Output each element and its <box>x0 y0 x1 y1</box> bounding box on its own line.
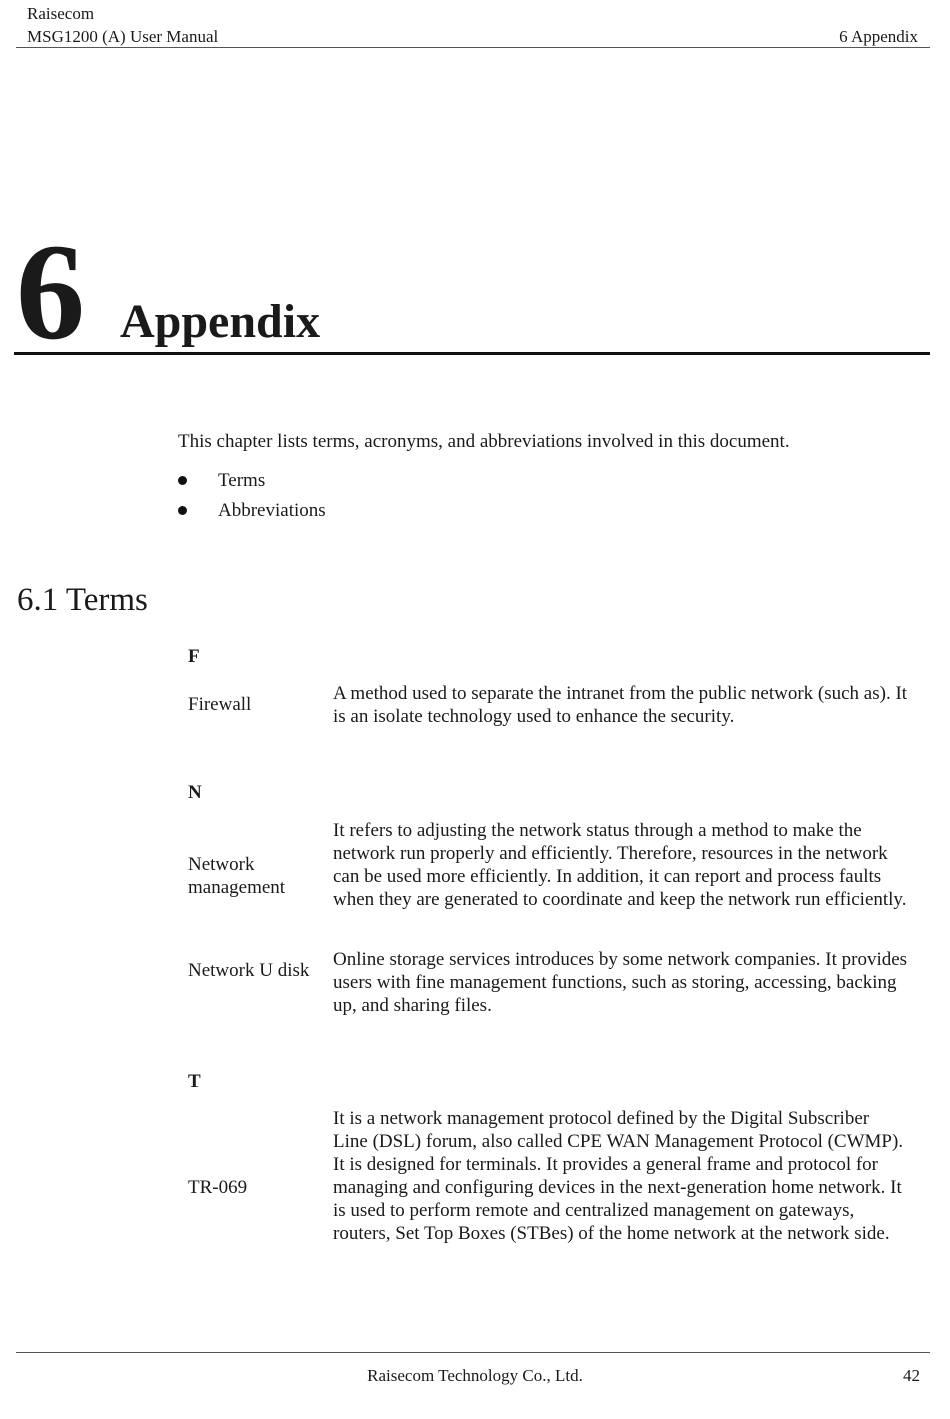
glossary-term: TR-069 <box>188 1177 248 1198</box>
section-title: 6.1 Terms <box>17 582 148 618</box>
chapter-number: 6 <box>16 215 85 368</box>
glossary-definition: It is a network management protocol defined by the Digital Subscriber Line (DSL) forum, also called CPE WAN Management Protocol (CWMP). It is designed for terminals. It provides a general frame and protocol for managing and configuring devices in the next-generation home network. It is used to perform remote and centralized management on gateways, routers, Set Top Boxes (STBes) of the home network at the network side. <box>333 1108 904 1244</box>
bullet-icon <box>178 506 187 515</box>
bullet-label: Terms <box>218 470 266 491</box>
glossary-term: Firewall <box>188 694 252 715</box>
header-company: Raisecom <box>27 4 95 23</box>
header-section: 6 Appendix <box>839 27 918 46</box>
bullet-icon <box>178 476 187 485</box>
glossary-term: Network management <box>188 854 286 898</box>
chapter-title: Appendix <box>120 295 321 348</box>
bullet-label: Abbreviations <box>218 500 326 521</box>
footer-divider <box>16 1352 930 1353</box>
footer-company: Raisecom Technology Co., Ltd. <box>367 1366 583 1385</box>
page-number: 42 <box>903 1366 920 1385</box>
bullet-item-terms[interactable] <box>178 469 265 493</box>
glossary-definition: It refers to adjusting the network status through a method to make the network run properly and efficiently. Therefore, resources in the network can be used more efficiently. In addition, it can report and process faults when they are generated to coordinate and keep the network run efficiently. <box>333 820 907 910</box>
glossary-definition: A method used to separate the intranet from the public network (such as). It is an isolate technology used to enhance the security. <box>333 683 908 727</box>
glossary-term: Network U disk <box>188 960 310 981</box>
glossary-definition: Online storage services introduces by some network companies. It provides users with fine management functions, such as storing, accessing, backing up, and sharing files. <box>333 949 908 1016</box>
glossary-letter-n: N <box>188 782 202 803</box>
chapter-divider <box>14 352 930 355</box>
header-manual-title: MSG1200 (A) User Manual <box>27 27 219 46</box>
glossary-letter-t: T <box>188 1071 201 1092</box>
intro-text: This chapter lists terms, acronyms, and abbreviations involved in this document. <box>178 431 790 452</box>
header-divider <box>16 47 930 48</box>
bullet-item-abbreviations[interactable] <box>178 499 326 523</box>
glossary-letter-f: F <box>188 646 200 667</box>
